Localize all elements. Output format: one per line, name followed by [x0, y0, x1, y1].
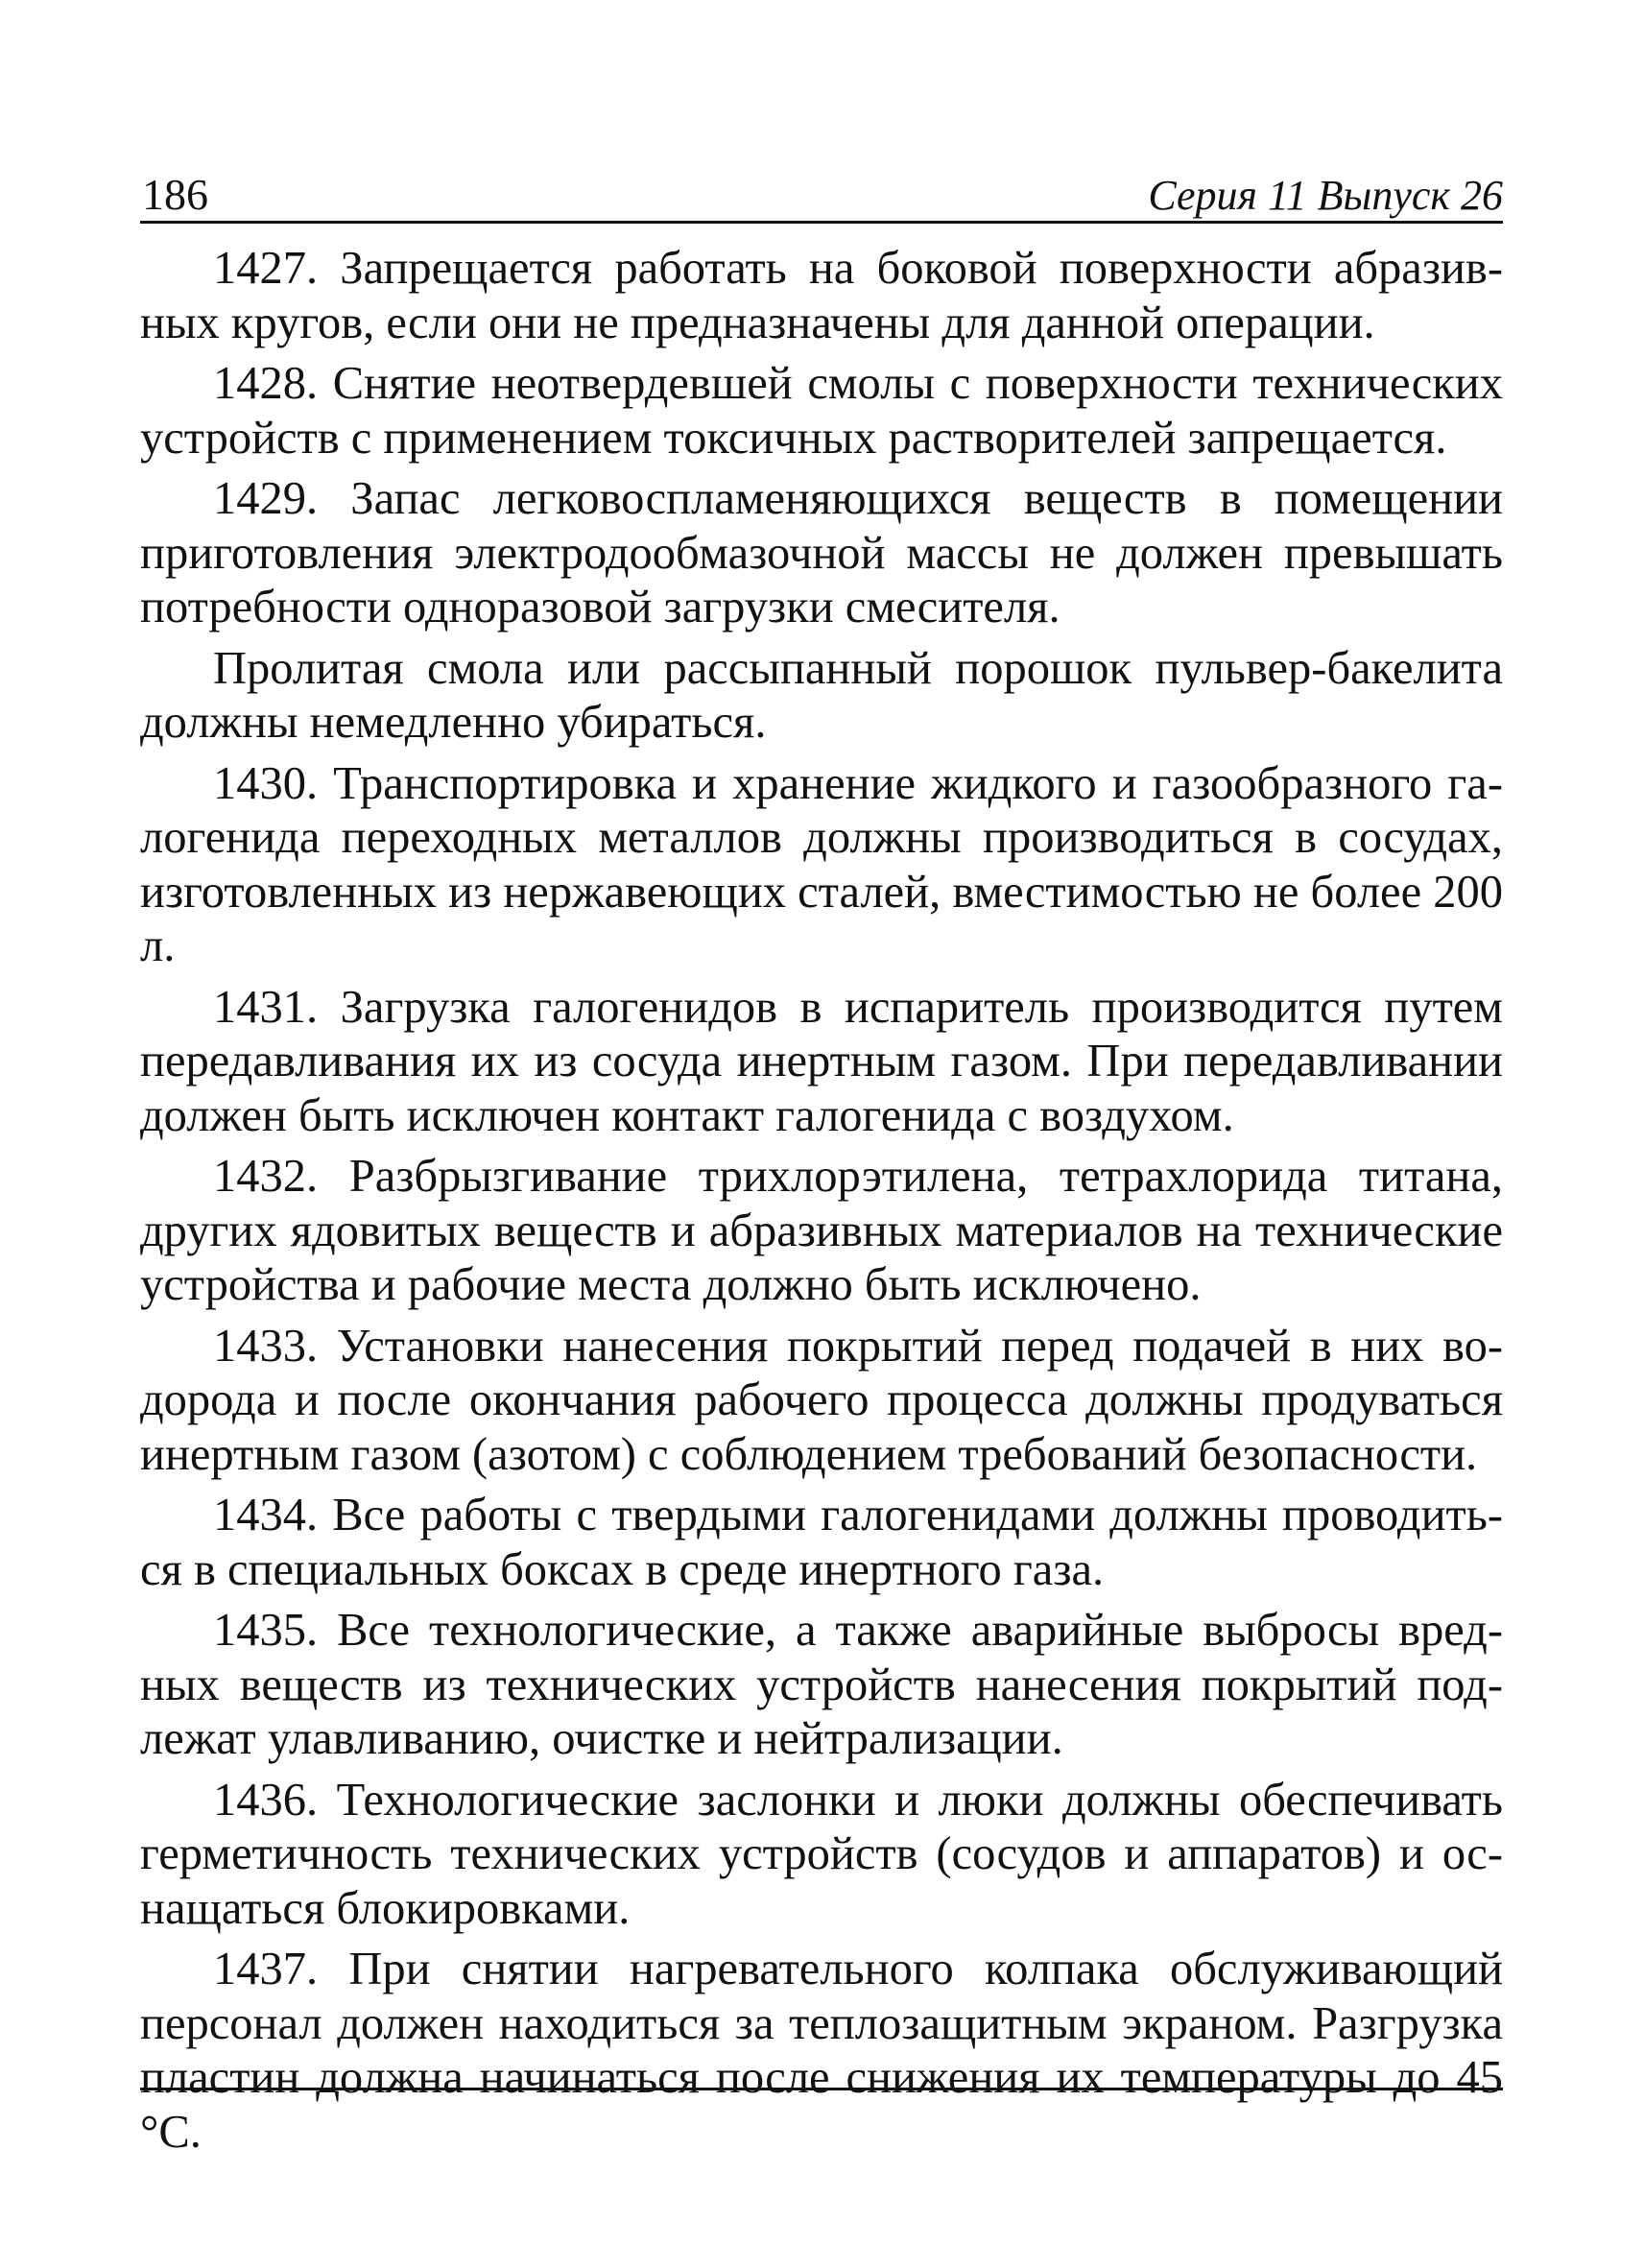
paragraph-1427: 1427. Запрещается работать на боковой поверхности абразивных кругов, если они не предназначены для данной операции.	[140, 243, 1503, 348]
paragraph-1433: 1433. Установки нанесения покрытий перед подачей в них водорода и после окончания рабочего процесса должны продуваться инертным газом (азотом) с соблюдением требований безопасности.	[140, 1320, 1503, 1480]
paragraph-1437: 1437. При снятии нагревательного колпака обслуживающий персонал должен находиться за теплозащитным экраном. Разгрузка пластин должна начинаться после снижения их температуры до 45 °С.	[140, 1944, 1503, 2158]
book-page	[140, 0, 1503, 2268]
paragraph-1434: 1434. Все работы с твердыми галогенидами должны проводиться в специальных боксах в среде инертного газа.	[140, 1490, 1503, 1595]
paragraph-1429-continued: Пролитая смола или рассыпанный порошок пульвер-бакелита должны немедленно убираться.	[140, 642, 1503, 748]
page-header	[140, 161, 1503, 224]
body-text	[140, 242, 1503, 2166]
page-number: 186	[142, 170, 208, 219]
paragraph-1432: 1432. Разбрызгивание трихлорэтилена, тетрахлорида титана, других ядовитых веществ и абразивных материалов на технические устройства и рабочие места должно быть исключено.	[140, 1151, 1503, 1310]
paragraph-1430: 1430. Транспортировка и хранение жидкого и газообразного галогенида переходных металлов должны производиться в сосудах, изготовленных из нержавеющих сталей, вместимостью не более 200 л.	[140, 757, 1503, 971]
paragraph-1435: 1435. Все технологические, а также аварийные выбросы вредных веществ из технических устройств нанесения покрытий подлежат улавливанию, очистке и нейтрализации.	[140, 1605, 1503, 1764]
running-head: Серия 11 Выпуск 26	[1148, 172, 1503, 219]
paragraph-1431: 1431. Загрузка галогенидов в испаритель производится путем передавливания их из сосуда инертным газом. При передавливании должен быть исключен контакт галогенида с воздухом.	[140, 981, 1503, 1141]
paragraph-1436: 1436. Технологические заслонки и люки должны обеспечивать герметичность технических устройств (сосудов и аппаратов) и оснащаться блокировками.	[140, 1774, 1503, 1934]
paragraph-1428: 1428. Снятие неотвердевшей смолы с поверхности технических устройств с применением токсичных растворителей запрещается.	[140, 358, 1503, 464]
closing-rule	[140, 2088, 1503, 2090]
paragraph-1429: 1429. Запас легковоспламеняющихся веществ в помещении приготовления электродообмазочной массы не должен превышать потребности одноразовой загрузки смесителя.	[140, 473, 1503, 633]
